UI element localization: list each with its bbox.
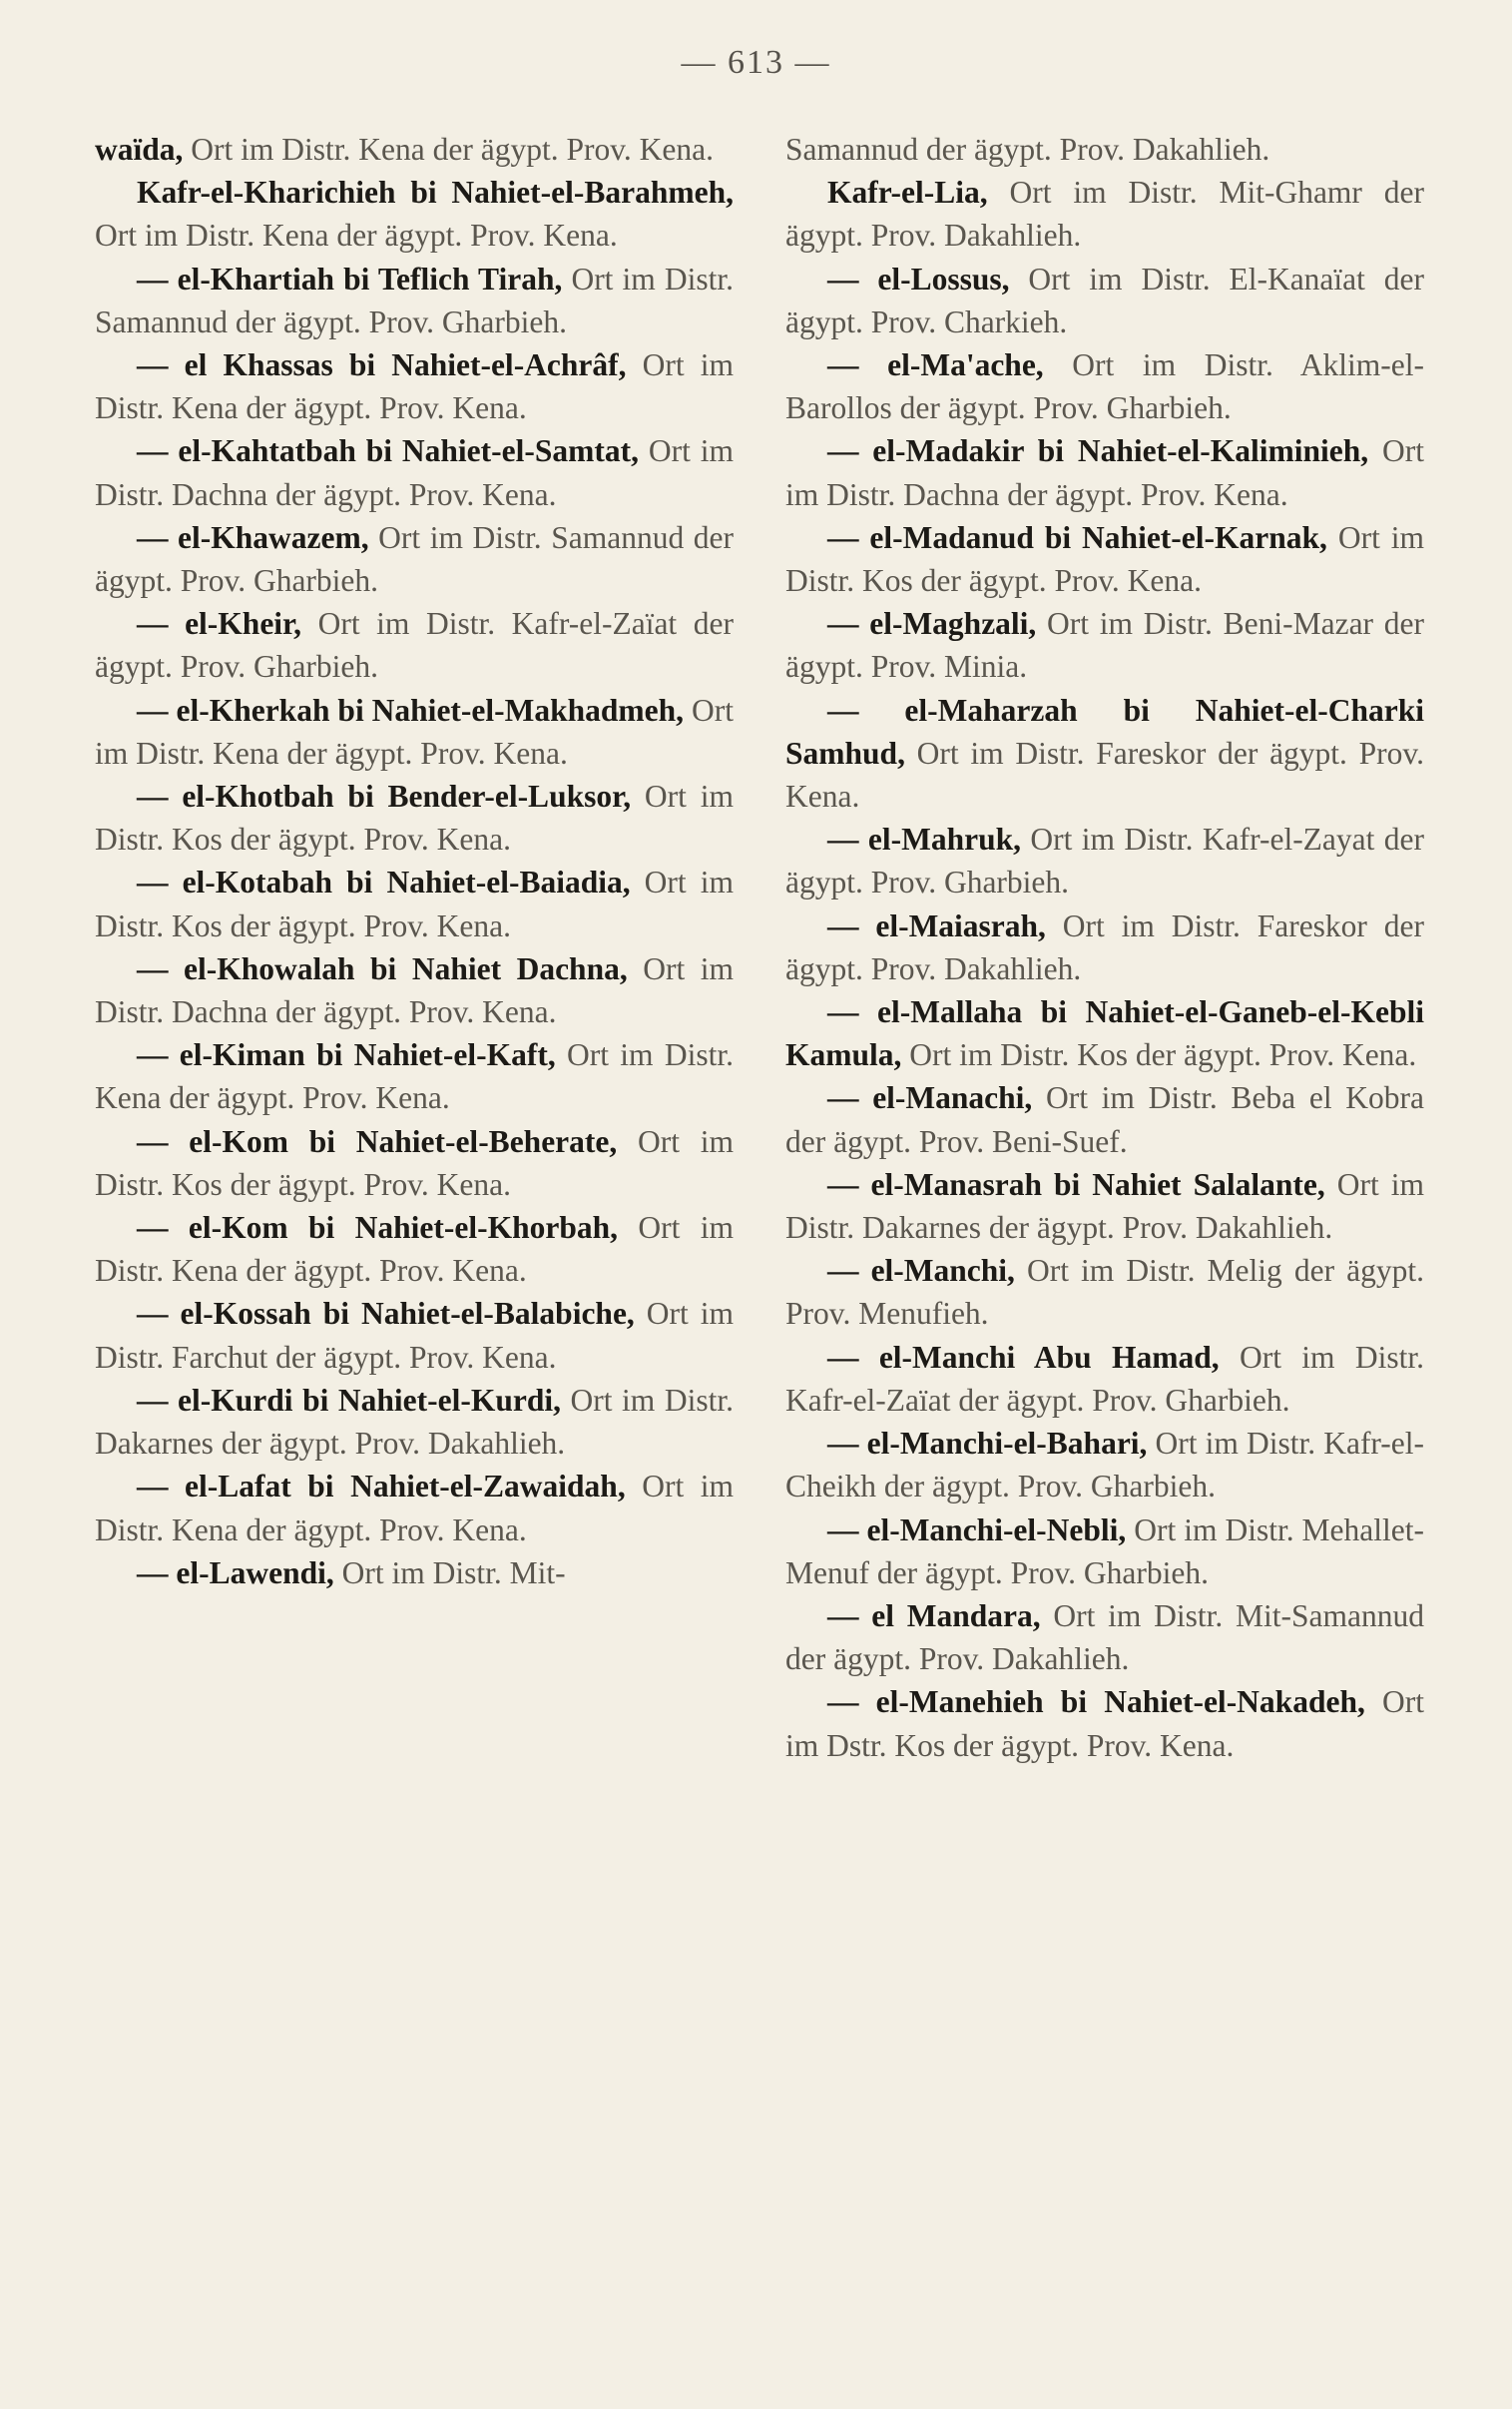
index-entry <box>95 1465 734 1550</box>
index-entry <box>95 602 734 688</box>
entry-headword: waïda, <box>95 132 184 167</box>
index-entry <box>785 689 1424 819</box>
index-entry <box>95 861 734 946</box>
index-entry <box>95 689 734 775</box>
index-entry <box>95 343 734 429</box>
entry-headword: — el-Khartiah bi Teflich Tirah, <box>137 261 563 297</box>
index-entry <box>785 128 1424 171</box>
entry-description: Ort im Distr. Kos der ägypt. Prov. Kena. <box>95 779 734 858</box>
entry-description: Ort im Distr. Beba el Kobra der ägypt. Prov. Beni-Suef. <box>785 1080 1424 1159</box>
entry-headword: — el-Kotabah bi Nahiet-el-Baiadia, <box>137 865 631 901</box>
entry-headword: — el-Kurdi bi Nahiet-el-Kurdi, <box>137 1382 561 1418</box>
index-entry <box>785 1680 1424 1766</box>
right-column <box>785 128 1424 1767</box>
entry-description: Ort im Distr. Dakarnes der ägypt. Prov. Dakahlieh. <box>95 1382 734 1462</box>
entry-description: Ort im Distr. Beni-Mazar der ägypt. Prov. Minia. <box>785 606 1424 685</box>
entry-headword: — el-Kiman bi Nahiet-el-Kaft, <box>137 1037 556 1073</box>
entry-headword: — el-Manchi-el-Bahari, <box>827 1426 1148 1462</box>
index-entry <box>95 1120 734 1206</box>
entry-headword: — el-Maharzah bi Nahiet-el-Charki Samhud, <box>785 692 1424 771</box>
index-entry <box>785 1336 1424 1422</box>
index-entry <box>785 1163 1424 1249</box>
entry-headword: — el-Maiasrah, <box>827 907 1046 943</box>
entry-description: Ort im Distr. Farchut der ägypt. Prov. Kena. <box>95 1296 734 1375</box>
index-entry <box>95 1292 734 1378</box>
entry-description: Ort im Distr. Kena der ägypt. Prov. Kena. <box>183 132 714 167</box>
entry-headword: Kafr-el-Kharichieh bi Nahiet-el-Barahmeh, <box>137 175 734 211</box>
index-entry <box>785 990 1424 1076</box>
entry-description: Ort im Distr. Kafr-el-Zaïat der ägypt. Prov. Gharbieh. <box>95 606 734 685</box>
entry-headword: — el-Khotbah bi Bender-el-Luksor, <box>137 779 632 815</box>
entry-description: Samannud der ägypt. Prov. Dakahlieh. <box>785 132 1270 167</box>
index-entry <box>785 516 1424 602</box>
entry-headword: — el-Manchi Abu Hamad, <box>827 1339 1220 1375</box>
index-entry <box>95 775 734 861</box>
index-entry <box>785 1249 1424 1335</box>
entry-headword: — el-Lossus, <box>827 261 1010 297</box>
entry-description: Ort im Distr. El-Kanaïat der ägypt. Prov. Charkieh. <box>785 261 1425 339</box>
entry-headword: — el-Manchi, <box>827 1253 1015 1289</box>
entry-headword: — el-Kherkah bi Nahiet-el-Makhadmeh, <box>137 692 685 728</box>
index-entry <box>785 602 1424 688</box>
entry-description: Ort im Distr. Kos der ägypt. Prov. Kena. <box>95 865 734 943</box>
entry-description: Ort im Distr. Mit-Ghamr der ägypt. Prov. Dakahlieh. <box>785 175 1424 254</box>
entry-description: Ort im Distr. Mit-Samannud der ägypt. Prov. Dakahlieh. <box>785 1597 1425 1677</box>
entry-description: Ort im Distr. Kos der ägypt. Prov. Kena. <box>901 1037 1417 1073</box>
entry-headword: — el Khassas bi Nahiet-el-Achrâf, <box>137 347 627 383</box>
index-entry <box>785 258 1424 343</box>
entry-headword: — el-Kossah bi Nahiet-el-Balabiche, <box>137 1296 635 1332</box>
entry-headword: Kafr-el-Lia, <box>827 175 988 211</box>
page-number: — 613 — <box>681 44 831 81</box>
entry-description: Ort im Distr. Fareskor der ägypt. Prov. Kena. <box>785 735 1424 815</box>
index-entry <box>785 429 1424 515</box>
entry-description: Ort im Distr. Kafr-el-Zayat der ägypt. Prov. Gharbieh. <box>785 822 1424 901</box>
entry-description: Ort im Distr. Kafr-el-Cheikh der ägypt. Prov. Gharbieh. <box>785 1426 1425 1505</box>
entry-headword: — el-Ma'ache, <box>827 347 1044 383</box>
entry-headword: — el-Manasrah bi Nahiet Salalante, <box>827 1166 1325 1202</box>
entry-description: Ort im Distr. Dachna der ägypt. Prov. Kena. <box>95 950 734 1030</box>
index-entry <box>95 516 734 602</box>
index-entry <box>95 1206 734 1292</box>
index-entry <box>785 1508 1424 1594</box>
entry-headword: — el-Khowalah bi Nahiet Dachna, <box>137 950 628 986</box>
entry-description: Ort im Distr. Fareskor der ägypt. Prov. Dakahlieh. <box>785 907 1424 986</box>
entry-description: Ort im Distr. Kena der ägypt. Prov. Kena. <box>95 218 618 254</box>
entry-headword: — el-Maghzali, <box>827 606 1037 642</box>
entry-headword: — el-Manachi, <box>827 1080 1033 1116</box>
entry-headword: — el-Madanud bi Nahiet-el-Karnak, <box>827 519 1327 555</box>
entry-description: Ort im Distr. Kafr-el-Zaïat der ägypt. Prov. Gharbieh. <box>785 1339 1424 1418</box>
entry-description: Ort im Distr. Aklim-el-Barollos der ägypt. Prov. Gharbieh. <box>785 347 1425 426</box>
index-entry <box>785 1422 1424 1507</box>
entry-description: Ort im Distr. Kos der ägypt. Prov. Kena. <box>95 1123 734 1202</box>
entry-headword: — el-Manchi-el-Nebli, <box>827 1511 1127 1547</box>
entry-headword: — el-Kom bi Nahiet-el-Khorbah, <box>137 1210 618 1246</box>
entry-description: Ort im Distr. Mit- <box>333 1554 566 1590</box>
index-entry <box>785 818 1424 903</box>
index-entry <box>95 1551 734 1594</box>
index-entry <box>95 128 734 171</box>
index-entry <box>95 1379 734 1465</box>
entry-headword: — el-Kahtatbah bi Nahiet-el-Samtat, <box>137 433 639 469</box>
entry-description: Ort im Distr. Kena der ägypt. Prov. Kena. <box>95 347 734 426</box>
entry-headword: — el-Madakir bi Nahiet-el-Kaliminieh, <box>827 433 1369 469</box>
index-entry <box>785 1076 1424 1162</box>
entry-headword: — el-Lafat bi Nahiet-el-Zawaidah, <box>137 1469 626 1505</box>
entry-description: Ort im Distr. Dakarnes der ägypt. Prov. Dakahlieh. <box>785 1166 1424 1246</box>
entry-headword: — el Mandara, <box>827 1597 1041 1633</box>
left-column <box>95 128 734 1594</box>
entry-description: Ort im Distr. Kena der ägypt. Prov. Kena. <box>95 1469 735 1547</box>
index-entry <box>95 1033 734 1119</box>
index-entry <box>95 171 734 257</box>
entry-description: Ort im Distr. Kos der ägypt. Prov. Kena. <box>785 519 1424 599</box>
entry-description: Ort im Dstr. Kos der ägypt. Prov. Kena. <box>785 1684 1424 1763</box>
index-entry <box>95 947 734 1033</box>
entry-description: Ort im Distr. Dachna der ägypt. Prov. Kena. <box>95 433 734 512</box>
entry-description: Ort im Distr. Dachna der ägypt. Prov. Kena. <box>785 433 1424 512</box>
entry-description: Ort im Distr. Melig der ägypt. Prov. Menufieh. <box>785 1253 1424 1332</box>
index-entry <box>785 904 1424 990</box>
index-entry <box>785 1594 1424 1680</box>
entry-headword: — el-Manehieh bi Nahiet-el-Nakadeh, <box>827 1684 1365 1720</box>
entry-headword: — el-Kheir, <box>137 606 302 642</box>
entry-headword: — el-Mahruk, <box>827 822 1021 858</box>
entry-headword: — el-Lawendi, <box>137 1554 334 1590</box>
entry-description: Ort im Distr. Samannud der ägypt. Prov. Gharbieh. <box>95 261 734 339</box>
index-entry <box>95 258 734 343</box>
index-entry <box>785 343 1424 429</box>
entry-description: Ort im Distr. Kena der ägypt. Prov. Kena. <box>95 1037 734 1116</box>
index-entry <box>785 171 1424 257</box>
entry-headword: — el-Kom bi Nahiet-el-Beherate, <box>137 1123 618 1159</box>
entry-description: Ort im Distr. Kena der ägypt. Prov. Kena. <box>95 1210 734 1289</box>
entry-description: Ort im Distr. Samannud der ägypt. Prov. Gharbieh. <box>95 519 734 599</box>
entry-description: Ort im Distr. Mehallet-Menuf der ägypt. Prov. Gharbieh. <box>785 1511 1424 1590</box>
index-entry <box>95 429 734 515</box>
entry-description: Ort im Distr. Kena der ägypt. Prov. Kena. <box>95 692 734 771</box>
entry-headword: — el-Mallaha bi Nahiet-el-Ganeb-el-Kebli Kamula, <box>785 994 1424 1073</box>
entry-headword: — el-Khawazem, <box>137 519 369 555</box>
